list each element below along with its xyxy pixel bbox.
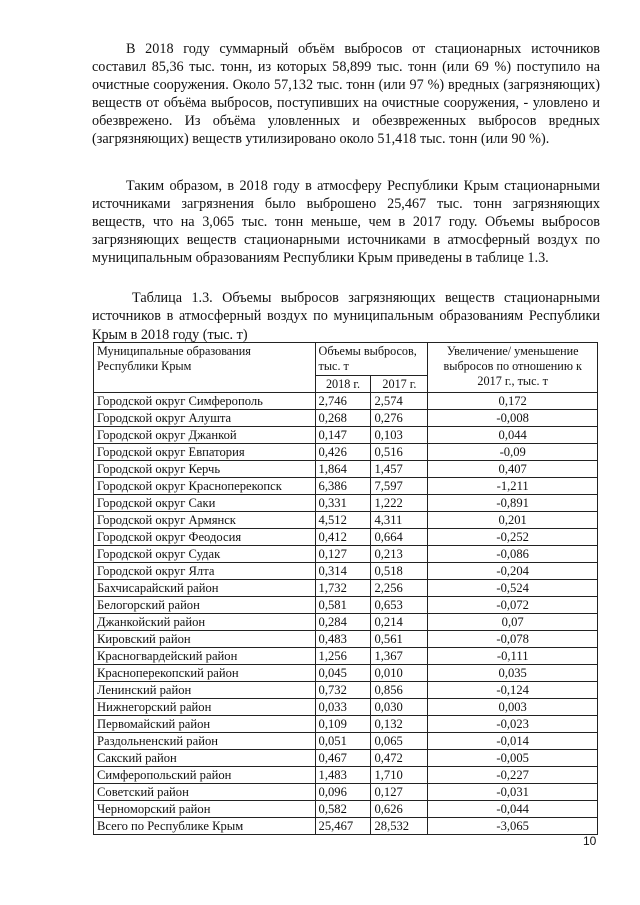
- table-row: [94, 529, 598, 546]
- cell-municipality: Первомайский район: [94, 716, 316, 733]
- cell-emissions-2018: 0,127: [315, 546, 371, 563]
- cell-change: -0,891: [428, 495, 598, 512]
- cell-emissions-2018: 0,331: [315, 495, 371, 512]
- cell-emissions-2017: 0,214: [371, 614, 428, 631]
- cell-emissions-2018: 1,256: [315, 648, 371, 665]
- cell-emissions-2018: 0,581: [315, 597, 371, 614]
- cell-municipality: Джанкойский район: [94, 614, 316, 631]
- cell-change: -0,031: [428, 784, 598, 801]
- cell-change: -0,023: [428, 716, 598, 733]
- cell-emissions-2017: 0,010: [371, 665, 428, 682]
- cell-change: -0,072: [428, 597, 598, 614]
- cell-municipality: Бахчисарайский район: [94, 580, 316, 597]
- table-row: [94, 750, 598, 767]
- cell-emissions-2018: 4,512: [315, 512, 371, 529]
- cell-municipality: Ленинский район: [94, 682, 316, 699]
- cell-emissions-2017: 0,213: [371, 546, 428, 563]
- table-row: [94, 733, 598, 750]
- cell-municipality: Нижнегорский район: [94, 699, 316, 716]
- cell-emissions-2018: 1,483: [315, 767, 371, 784]
- cell-emissions-2017: 0,626: [371, 801, 428, 818]
- cell-emissions-2017: 1,457: [371, 461, 428, 478]
- cell-municipality: Городской округ Красноперекопск: [94, 478, 316, 495]
- cell-emissions-2018: 0,051: [315, 733, 371, 750]
- cell-change: -0,09: [428, 444, 598, 461]
- cell-emissions-2017: 1,367: [371, 648, 428, 665]
- cell-emissions-2017: 0,516: [371, 444, 428, 461]
- cell-municipality: Городской округ Армянск: [94, 512, 316, 529]
- cell-emissions-2017: 0,664: [371, 529, 428, 546]
- cell-municipality: Городской округ Ялта: [94, 563, 316, 580]
- table-row: [94, 631, 598, 648]
- cell-change: 0,172: [428, 393, 598, 410]
- cell-municipality: Черноморский район: [94, 801, 316, 818]
- table-header-row: [94, 343, 598, 376]
- cell-emissions-2018: 0,147: [315, 427, 371, 444]
- cell-change: -0,008: [428, 410, 598, 427]
- table-row: [94, 801, 598, 818]
- cell-municipality: Красноперекопский район: [94, 665, 316, 682]
- cell-emissions-2018: 1,732: [315, 580, 371, 597]
- header-year-2018: 2018 г.: [315, 375, 371, 393]
- table-row: [94, 495, 598, 512]
- cell-municipality: Городской округ Судак: [94, 546, 316, 563]
- cell-emissions-2017: 1,710: [371, 767, 428, 784]
- cell-municipality: Советский район: [94, 784, 316, 801]
- cell-emissions-2018: 0,045: [315, 665, 371, 682]
- cell-change: 0,407: [428, 461, 598, 478]
- table-row: [94, 444, 598, 461]
- cell-emissions-2017: 0,276: [371, 410, 428, 427]
- cell-emissions-2017: 0,472: [371, 750, 428, 767]
- header-year-2017: 2017 г.: [371, 375, 428, 393]
- table-row: [94, 393, 598, 410]
- header-volume: Объемы выбросов, тыс. т: [315, 343, 428, 376]
- cell-municipality: Кировский район: [94, 631, 316, 648]
- cell-municipality: Городской округ Симферополь: [94, 393, 316, 410]
- cell-emissions-2018: 0,732: [315, 682, 371, 699]
- table-row: [94, 597, 598, 614]
- cell-change: -0,078: [428, 631, 598, 648]
- cell-municipality: Городской округ Алушта: [94, 410, 316, 427]
- table-row: [94, 648, 598, 665]
- cell-change: -3,065: [428, 818, 598, 835]
- cell-emissions-2018: 0,426: [315, 444, 371, 461]
- table-row: [94, 665, 598, 682]
- cell-change: -1,211: [428, 478, 598, 495]
- cell-municipality: Городской округ Керчь: [94, 461, 316, 478]
- cell-emissions-2018: 6,386: [315, 478, 371, 495]
- cell-emissions-2017: 2,256: [371, 580, 428, 597]
- cell-municipality: Красногвардейский район: [94, 648, 316, 665]
- table-row: [94, 682, 598, 699]
- table-row: [94, 784, 598, 801]
- cell-change: 0,201: [428, 512, 598, 529]
- cell-change: -0,044: [428, 801, 598, 818]
- cell-emissions-2017: 1,222: [371, 495, 428, 512]
- cell-municipality: Раздольненский район: [94, 733, 316, 750]
- cell-emissions-2018: 0,096: [315, 784, 371, 801]
- cell-emissions-2018: 0,483: [315, 631, 371, 648]
- cell-change: 0,035: [428, 665, 598, 682]
- cell-municipality: Городской округ Евпатория: [94, 444, 316, 461]
- cell-municipality: Городской округ Феодосия: [94, 529, 316, 546]
- table-row: [94, 461, 598, 478]
- cell-municipality: Городской округ Саки: [94, 495, 316, 512]
- cell-change: -0,124: [428, 682, 598, 699]
- cell-emissions-2017: 0,653: [371, 597, 428, 614]
- cell-change: -0,524: [428, 580, 598, 597]
- cell-emissions-2018: 0,284: [315, 614, 371, 631]
- cell-change: -0,005: [428, 750, 598, 767]
- cell-change: -0,111: [428, 648, 598, 665]
- cell-emissions-2018: 0,314: [315, 563, 371, 580]
- cell-emissions-2018: 0,268: [315, 410, 371, 427]
- cell-emissions-2017: 0,132: [371, 716, 428, 733]
- cell-emissions-2017: 2,574: [371, 393, 428, 410]
- cell-emissions-2017: 0,561: [371, 631, 428, 648]
- cell-emissions-2018: 0,582: [315, 801, 371, 818]
- cell-emissions-2017: 4,311: [371, 512, 428, 529]
- cell-municipality: Всего по Республике Крым: [94, 818, 316, 835]
- cell-emissions-2017: 0,518: [371, 563, 428, 580]
- cell-change: -0,014: [428, 733, 598, 750]
- cell-change: 0,07: [428, 614, 598, 631]
- table-row: [94, 767, 598, 784]
- cell-municipality: Сакский район: [94, 750, 316, 767]
- cell-emissions-2018: 2,746: [315, 393, 371, 410]
- table-row: [94, 614, 598, 631]
- cell-change: 0,003: [428, 699, 598, 716]
- page-number: 10: [583, 834, 597, 848]
- cell-change: -0,086: [428, 546, 598, 563]
- paragraph-emissions-summary: В 2018 году суммарный объём выбросов от стационарных источников составил 85,36 тыс. тонн, из которых 58,899 тыс. тонн (или 69 %) поступило на очистные сооружения. Около 57,132 тыс. тонн (или 97 %) вредных (загрязняющих) веществ от объёма выбросов, поступивших на очистные сооружения, - уловлено и обезврежено. Из объёма уловленных и обезвреженных выбросов вредных (загрязняющих) веществ утилизировано около 51,418 тыс. тонн (или 90 %).: [92, 41, 600, 148]
- cell-emissions-2017: 0,856: [371, 682, 428, 699]
- emissions-table: [93, 342, 598, 835]
- cell-emissions-2017: 0,030: [371, 699, 428, 716]
- cell-emissions-2017: 28,532: [371, 818, 428, 835]
- cell-emissions-2018: 25,467: [315, 818, 371, 835]
- cell-emissions-2018: 0,467: [315, 750, 371, 767]
- cell-emissions-2017: 0,127: [371, 784, 428, 801]
- table-row: [94, 546, 598, 563]
- table-row: [94, 699, 598, 716]
- cell-emissions-2017: 7,597: [371, 478, 428, 495]
- table-row: [94, 478, 598, 495]
- cell-municipality: Симферопольский район: [94, 767, 316, 784]
- cell-change: -0,227: [428, 767, 598, 784]
- table-row: [94, 716, 598, 733]
- table-caption: Таблица 1.3. Объемы выбросов загрязняющих веществ стационарными источников в атмосферный воздух по муниципальным образованиям Республики Крым в 2018 году (тыс. т): [92, 290, 600, 343]
- table-row: [94, 512, 598, 529]
- cell-emissions-2018: 0,033: [315, 699, 371, 716]
- cell-municipality: Городской округ Джанкой: [94, 427, 316, 444]
- cell-change: 0,044: [428, 427, 598, 444]
- table-row: [94, 427, 598, 444]
- cell-change: -0,252: [428, 529, 598, 546]
- table-row: [94, 410, 598, 427]
- cell-emissions-2017: 0,065: [371, 733, 428, 750]
- paragraph-emissions-conclusion: Таким образом, в 2018 году в атмосферу Республики Крым стационарными источниками загрязнения было выброшено 25,467 тыс. тонн загрязняющих веществ, что на 3,065 тыс. тонн меньше, чем в 2017 году. Объемы выбросов загрязняющих веществ стационарными источниками в атмосферный воздух по муниципальным образованиям Республики Крым приведены в таблице 1.3.: [92, 178, 600, 267]
- cell-emissions-2018: 0,412: [315, 529, 371, 546]
- cell-emissions-2018: 1,864: [315, 461, 371, 478]
- header-change: Увеличение/ уменьшение выбросов по отношению к 2017 г., тыс. т: [428, 343, 598, 393]
- table-row: [94, 563, 598, 580]
- header-municipality: Муниципальные образования Республики Крым: [94, 343, 316, 393]
- table-row: [94, 818, 598, 835]
- cell-change: -0,204: [428, 563, 598, 580]
- cell-emissions-2017: 0,103: [371, 427, 428, 444]
- cell-emissions-2018: 0,109: [315, 716, 371, 733]
- table-row: [94, 580, 598, 597]
- cell-municipality: Белогорский район: [94, 597, 316, 614]
